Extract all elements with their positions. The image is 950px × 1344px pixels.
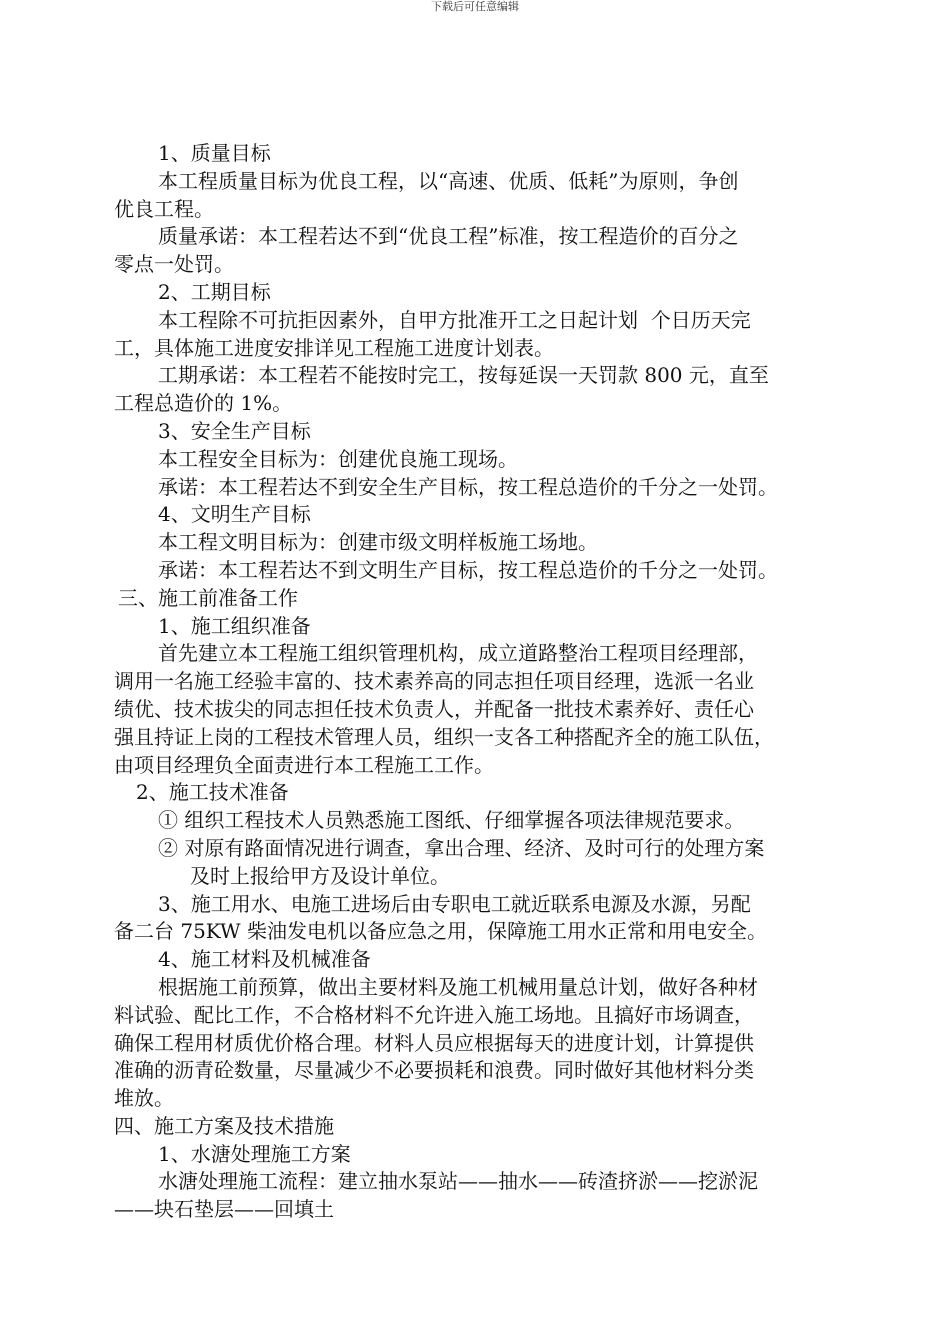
text-line: 备二台 75KW 柴油发电机以备应急之用，保障施工用水正常和用电安全。 [114,919,767,944]
text-line: 3、安全生产目标 [158,418,311,443]
text-line: 本工程安全目标为：创建优良施工现场。 [158,446,518,471]
text-line: 4、文明生产目标 [158,502,311,527]
text-line: 四、施工方案及技术措施 [114,1113,334,1138]
text-line: 2、施工技术准备 [136,780,289,805]
text-line: ① 组织工程技术人员熟悉施工图纸、仔细掌握各项法律规范要求。 [158,808,745,833]
text-line: 及时上报给甲方及设计单位。 [190,863,450,888]
text-line: ② 对原有路面情况进行调查，拿出合理、经济、及时可行的处理方案 [158,835,765,860]
text-line: 质量承诺：本工程若达不到“优良工程”标准，按工程造价的百分之 [158,224,739,249]
text-line: 工程总造价的 1%。 [114,391,293,416]
text-line: 本工程除不可抗拒因素外，自甲方批准开工之日起计划 个日历天完 [158,307,751,332]
text-line: 堆放。 [114,1086,174,1111]
text-line: 1、水溏处理施工方案 [158,1141,351,1166]
text-line: 三、施工前准备工作 [118,585,298,610]
text-line: 由项目经理负全面责进行本工程施工工作。 [114,752,494,777]
text-line: 1、施工组织准备 [158,613,311,638]
text-line: 3、施工用水、电施工进场后由专职电工就近联系电源及水源，另配 [158,891,751,916]
text-line: 2、工期目标 [158,279,271,304]
text-line: 1、质量目标 [158,141,271,165]
text-line: 优良工程。 [114,196,214,221]
text-line: 工期承诺：本工程若不能按时完工，按每延误一天罚款 800 元，直至 [158,363,769,388]
text-line: 料试验、配比工作，不合格材料不允许进入施工场地。且搞好市场调查， [114,1002,754,1027]
header-note: 下载后可任意编辑 [431,0,519,13]
text-line: 零点一处罚。 [114,252,234,277]
text-line: 确保工程用材质优价格合理。材料人员应根据每天的进度计划，计算提供 [114,1030,754,1055]
text-line: 调用一名施工经验丰富的、技术素养高的同志担任项目经理，选派一名业 [114,669,754,694]
text-line: 根据施工前预算，做出主要材料及施工机械用量总计划，做好各种材 [158,974,758,999]
text-line: 承诺：本工程若达不到文明生产目标，按工程总造价的千分之一处罚。 [158,557,778,582]
text-line: 首先建立本工程施工组织管理机构，成立道路整治工程项目经理部， [158,641,758,666]
text-line: ——块石垫层——回填土 [114,1197,334,1222]
text-line: 强且持证上岗的工程技术管理人员，组织一支各工种搭配齐全的施工队伍， [114,724,774,749]
text-line: 本工程质量目标为优良工程，以“高速、优质、低耗”为原则，争创 [158,168,739,193]
text-line: 准确的沥青砼数量，尽量减少不必要损耗和浪费。同时做好其他材料分类 [114,1058,754,1083]
text-line: 绩优、技术拔尖的同志担任技术负责人，并配备一批技术素养好、责任心 [114,696,754,721]
document-body [114,140,844,1224]
text-line: 水溏处理施工流程：建立抽水泵站——抽水——砖渣挤淤——挖淤泥 [158,1169,758,1194]
text-line: 工，具体施工进度安排详见工程施工进度计划表。 [114,335,554,360]
text-line: 4、施工材料及机械准备 [158,947,371,972]
text-line: 承诺：本工程若达不到安全生产目标，按工程总造价的千分之一处罚。 [158,474,778,499]
text-line: 本工程文明目标为：创建市级文明样板施工场地。 [158,530,598,555]
